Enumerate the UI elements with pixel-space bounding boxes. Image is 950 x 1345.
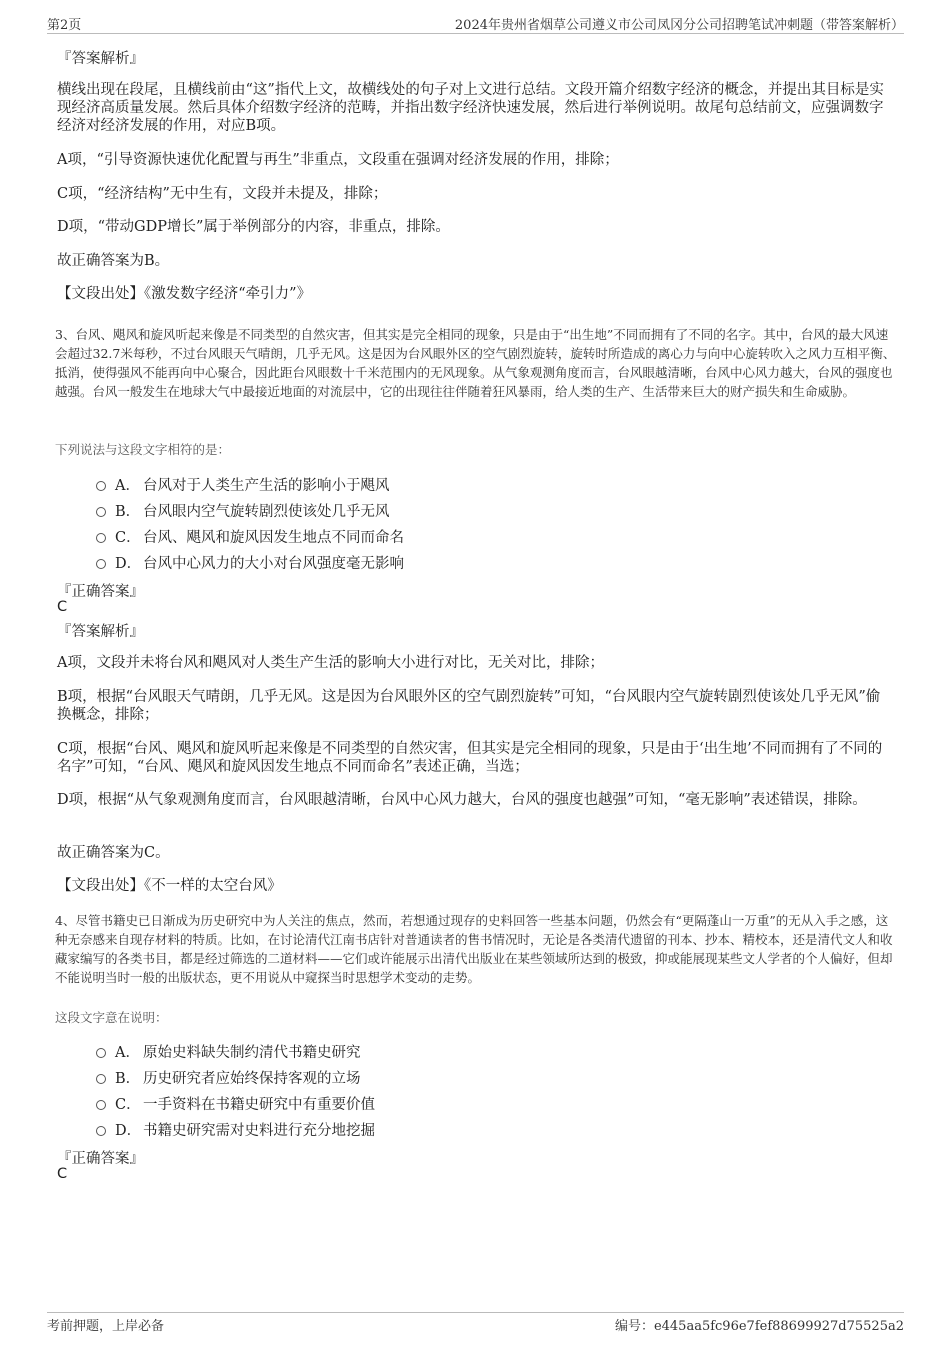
option-text: 一手资料在书籍史研究中有重要价值 bbox=[143, 1097, 375, 1113]
q2-source-text: 【文段出处】《激发数字经济“牵引力”》 bbox=[57, 286, 312, 302]
q3-stem: 下列说法与这段文字相符的是： bbox=[55, 442, 231, 457]
q4-answer-label: 『正确答案』 bbox=[57, 1151, 144, 1167]
q3-analysis-c bbox=[57, 740, 893, 776]
q3-passage: 3、台风、飓风和旋风听起来像是不同类型的自然灾害，但其实是完全相同的现象，只是由于“出生地”不同而拥有了不同的名字。其中，台风的最大风速会超过32.7米每秒，不过台风眼天气晴朗，几乎无风。这是因为台风眼外区的空气剧烈旋转，旋转时所造成的离心力与向中心旋转吹入之风力互相平衡、抵消，使得强风不能再向中心聚合，因此距台风眼数十千米范围内的无风现象。从气象观测角度而言，台风眼越清晰，台风中心风力越大，台风的强度也越强。台风一般发生在地球大气中最接近地面的对流层中，它的出现往往伴随着狂风暴雨，给人类的生产、生活带来巨大的财产损失和生命威胁。 bbox=[55, 327, 896, 399]
q3-option-d[interactable] bbox=[96, 552, 404, 572]
option-key: A． bbox=[115, 478, 140, 494]
q3-analysis-d-text: D项，根据“从气象观测角度而言，台风眼越清晰，台风中心风力越大，台风的强度也越强”可知，“毫无影响”表述错误，排除。 bbox=[57, 792, 867, 808]
q2-analysis-text: 横线出现在段尾，且横线前由“这”指代上文，故横线处的句子对上文进行总结。文段开篇介绍数字经济的概念，并提出其目标是实现经济高质量发展。然后具体介绍数字经济的范畴，并指出数字经济快速发展，然后进行举例说明。故尾句总结前文，应强调数字经济对经济发展的作用，对应B项。 bbox=[57, 82, 884, 134]
radio-icon[interactable] bbox=[96, 1100, 106, 1110]
option-text: 原始史料缺失制约清代书籍史研究 bbox=[143, 1045, 361, 1061]
option-key: B． bbox=[115, 1071, 141, 1087]
option-key: D． bbox=[115, 1123, 142, 1139]
q2-conclusion-text: 故正确答案为B。 bbox=[57, 253, 170, 269]
option-text: 台风中心风力的大小对台风强度毫无影响 bbox=[143, 556, 404, 572]
q3-source-text: 【文段出处】《不一样的太空台风》 bbox=[57, 878, 282, 894]
q2-analysis-option-c bbox=[57, 185, 893, 203]
radio-icon[interactable] bbox=[96, 1126, 106, 1136]
q3-analysis-a-text: A项，文段并未将台风和飓风对人类生产生活的影响大小进行对比，无关对比，排除； bbox=[57, 655, 604, 671]
q3-answer-label: 『正确答案』 bbox=[57, 584, 144, 600]
q3-analysis-label: 『答案解析』 bbox=[57, 624, 144, 640]
q3-option-b[interactable] bbox=[96, 500, 390, 520]
q3-answer: C bbox=[57, 599, 68, 615]
radio-icon[interactable] bbox=[96, 559, 106, 569]
radio-icon[interactable] bbox=[96, 533, 106, 543]
q3-analysis-a bbox=[57, 654, 893, 672]
q2-analysis-option-d bbox=[57, 218, 893, 236]
option-key: B． bbox=[115, 504, 141, 520]
q2-analysis-label-block bbox=[57, 50, 893, 68]
page-header bbox=[47, 13, 904, 34]
q3-analysis-b bbox=[57, 688, 893, 724]
page-footer bbox=[47, 1312, 904, 1335]
q2-analysis-a-text: A项，“引导资源快速优化配置与再生”非重点，文段重在强调对经济发展的作用，排除； bbox=[57, 152, 619, 168]
q3-option-c[interactable] bbox=[96, 526, 404, 546]
radio-icon[interactable] bbox=[96, 507, 106, 517]
q2-analysis-d-text: D项，“带动GDP增长”属于举例部分的内容，非重点，排除。 bbox=[57, 219, 450, 235]
q3-option-a[interactable] bbox=[96, 474, 390, 494]
q2-analysis-c-text: C项，“经济结构”无中生有，文段并未提及，排除； bbox=[57, 186, 388, 202]
q4-option-a[interactable] bbox=[96, 1041, 361, 1061]
option-key: C． bbox=[115, 1097, 141, 1113]
option-text: 书籍史研究需对史料进行充分地挖掘 bbox=[143, 1123, 375, 1139]
q2-analysis-label: 『答案解析』 bbox=[57, 51, 144, 67]
q4-option-c[interactable] bbox=[96, 1093, 375, 1113]
q4-passage: 4、尽管书籍史已日渐成为历史研究中为人关注的焦点，然而，若想通过现存的史料回答一些基本问题，仍然会有“更隔蓬山一万重”的无从入手之感，这种无奈感来自现存材料的特质。比如，在讨论清代江南书店针对普通读者的售书情况时，无论是各类清代遗留的刊本、抄本、精校本，还是清代文人和收藏家编写的各类书目，都是经过筛选的二道材料——它们或许能展示出清代出版业在某些领域所达到的极致，抑或能展现某些文人学者的个人偏好，但却不能说明当时一般的出版状态，更不用说从中窥探当时思想学术变动的走势。 bbox=[55, 913, 893, 985]
q3-analysis-c-text: C项，根据“台风、飓风和旋风听起来像是不同类型的自然灾害，但其实是完全相同的现象，只是由于‘出生地’不同而拥有了不同的名字”可知，“台风、飓风和旋风因发生地点不同而命名”表述正确，当选； bbox=[57, 741, 883, 775]
option-text: 历史研究者应始终保持客观的立场 bbox=[143, 1071, 361, 1087]
radio-icon[interactable] bbox=[96, 481, 106, 491]
q4-stem: 这段文字意在说明： bbox=[55, 1010, 168, 1025]
q4-option-b[interactable] bbox=[96, 1067, 361, 1087]
q4-option-d[interactable] bbox=[96, 1119, 375, 1139]
option-text: 台风、飓风和旋风因发生地点不同而命名 bbox=[143, 530, 404, 546]
q2-analysis-option-a bbox=[57, 151, 893, 169]
page-number: 第2页 bbox=[47, 18, 82, 33]
option-text: 台风眼内空气旋转剧烈使该处几乎无风 bbox=[143, 504, 390, 520]
q3-analysis-d bbox=[57, 791, 893, 809]
option-key: D． bbox=[115, 556, 142, 572]
q3-source bbox=[57, 877, 893, 895]
radio-icon[interactable] bbox=[96, 1074, 106, 1084]
option-text: 台风对于人类生产生活的影响小于飓风 bbox=[143, 478, 390, 494]
q2-source bbox=[57, 285, 893, 303]
q2-conclusion bbox=[57, 252, 893, 270]
q4-answer: C bbox=[57, 1166, 68, 1182]
q3-conclusion bbox=[57, 844, 893, 862]
q3-conclusion-text: 故正确答案为C。 bbox=[57, 845, 170, 861]
document-title: 2024年贵州省烟草公司遵义市公司凤冈分公司招聘笔试冲刺题（带答案解析） bbox=[454, 18, 904, 33]
option-key: A． bbox=[115, 1045, 140, 1061]
q2-analysis-paragraph bbox=[57, 81, 893, 135]
radio-icon[interactable] bbox=[96, 1048, 106, 1058]
footer-slogan: 考前押题，上岸必备 bbox=[47, 1319, 165, 1334]
q3-analysis-b-text: B项，根据“台风眼天气晴朗，几乎无风。这是因为台风眼外区的空气剧烈旋转”可知，“台风眼内空气旋转剧烈使该处几乎无风”偷换概念，排除； bbox=[57, 689, 881, 723]
document-id: 编号：e445aa5fc96e7fef88699927d75525a2 bbox=[614, 1319, 904, 1334]
option-key: C． bbox=[115, 530, 141, 546]
